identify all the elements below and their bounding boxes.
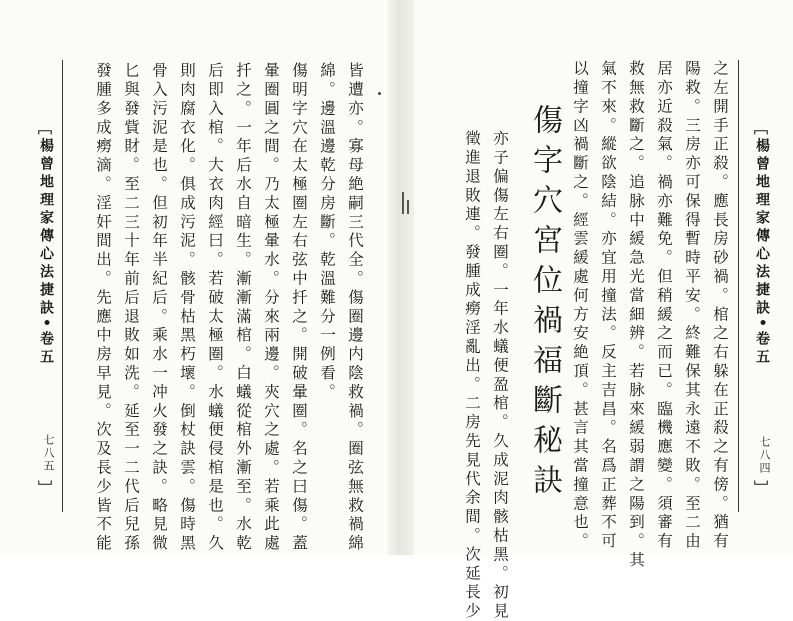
running-head-left: 楊曾地理家傳心法捷訣•卷五 [38, 138, 54, 367]
left-col-10: 發腫多成癆滴。淫奸間出。先應中房早見。次及長少皆不能 [94, 62, 112, 554]
verse-col-2: 徵進退敗連。發腫成癆淫亂出。二房先見代余間。次延長少 [463, 130, 481, 621]
running-head-bracket-top-left: ﹇ [38, 121, 52, 137]
right-col-4: 救無救斷之。追脉中緩急光當細辨。若脉來緩弱謂之陽到。其 [627, 60, 645, 571]
running-head-bracket-top: ﹇ [754, 121, 768, 137]
gutter-mark [402, 192, 404, 214]
section-heading: 傷字穴宮位禍福斷秘訣 [527, 104, 562, 504]
right-col-6: 以撞字凶禍斷之。經雲緩處何方安絶頂。甚言其當撞意也。 [571, 60, 589, 552]
verse-col-1: 亦子偏傷左右圈。一年水蟻便盈棺。久成泥肉骸枯黑。初見 [491, 130, 509, 621]
gutter-mark [407, 200, 409, 214]
running-head-right: 楊曾地理家傳心法捷訣•卷五 [754, 138, 770, 367]
left-col-5: 扦之。一年后水自暗生。漸漸滿棺。白蟻從棺外漸至。水乾 [234, 62, 252, 554]
left-col-4: 暈圈圓之間。乃太極暈水。分來兩邊。夾穴之處。若乘此處 [262, 62, 280, 554]
left-col-6: 后即入棺。大衣肉經曰。若破太極圈。水蟻便侵棺是也。久 [206, 62, 224, 554]
left-col-8: 骨入污泥是也。但初年半紀后。乘水一冲火發之訣。略見微 [150, 62, 168, 554]
right-col-2: 陽救。三房亦可保得暫時平安。終難保其永遠不敗。至二由 [683, 60, 701, 552]
left-col-9: 匕與發貲財。至二三十年前后退敗如洗。延至一二代后兒孫 [122, 62, 140, 554]
right-col-1: 之左開手正殺。應長房砂禍。棺之右躲在正殺之有傍。猶有 [711, 60, 729, 552]
folio-right: 七八四 [758, 436, 771, 475]
running-head-bracket-bottom: ﹈ [754, 481, 768, 497]
scan-speck [378, 92, 381, 95]
left-page-rule [62, 60, 63, 512]
running-head-bracket-bottom-left: ﹈ [38, 481, 52, 497]
folio-left: 七八五 [42, 434, 55, 473]
left-col-1: 皆遭亦。寡母絶嗣三代全。傷圈邊内陰救禍。圈弦無救禍綿 [346, 62, 364, 554]
left-col-7: 則肉腐衣化。俱成污泥。骸骨枯黑朽壞。倒杖訣雲。傷時黑 [178, 62, 196, 554]
right-col-5: 氣不來。縱欲陰結。亦宜用撞法。反主吉昌。名爲正葬不可 [599, 60, 617, 552]
left-col-2: 綿。邊溫邊乾分房斷。乾溫難分一例看。 [318, 62, 336, 403]
left-col-3: 傷明字穴在太極圈左右弦中扦之。開破暈圈。名之曰傷。蓋 [290, 62, 308, 554]
right-page-top-rule [738, 60, 739, 512]
right-col-3: 居亦近殺氣。禍亦難免。但稍緩之而已。臨機應變。須審有 [655, 60, 673, 552]
